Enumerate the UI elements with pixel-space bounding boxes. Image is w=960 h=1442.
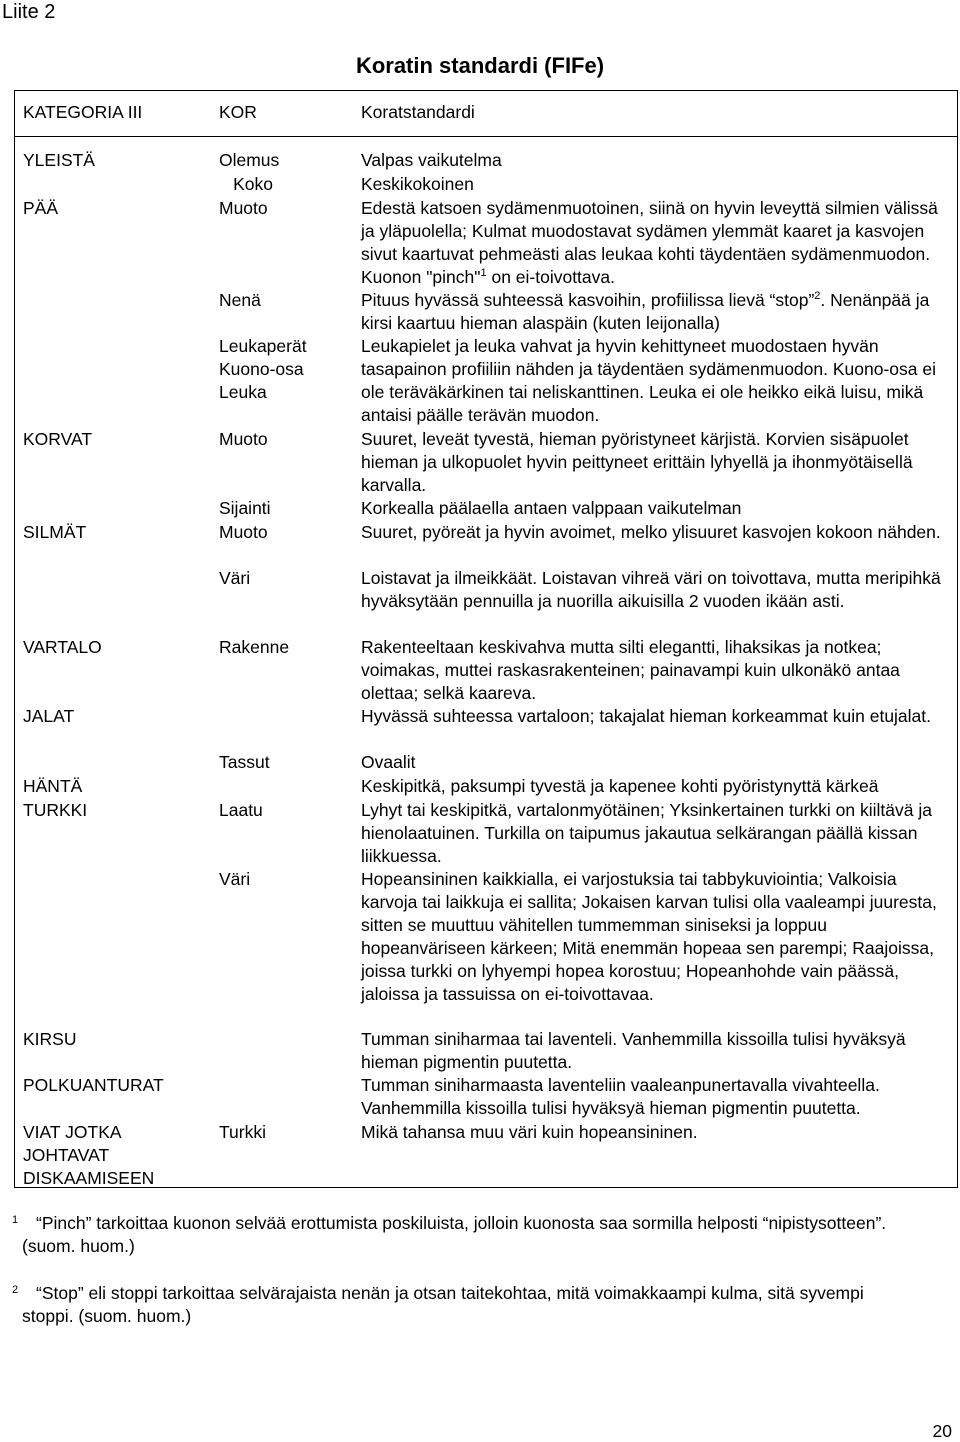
page-number: 20 — [932, 1421, 952, 1441]
sub-viat-turkki: Turkki — [219, 1122, 266, 1142]
text-rakenne: Rakenteeltaan keskivahva mutta silti elegantti, lihaksikas ja notkea; voimakas, muttei raskasrakenteinen; painavampi kuin ulkonäkö antaa olettaa; selkä kaareva. — [361, 637, 900, 703]
text-hanta: Keskipitkä, paksumpi tyvestä ja kapenee kohti pyöristynyttä kärkeä — [361, 776, 879, 796]
sub-olemus: Olemus — [219, 150, 280, 170]
row-label-turkki: TURKKI — [23, 800, 88, 820]
row-label-hanta: HÄNTÄ — [23, 776, 83, 796]
row-label-viat-3: DISKAAMISEEN — [23, 1168, 155, 1188]
row-label-polkuanturat: POLKUANTURAT — [23, 1075, 164, 1095]
text-turkki-vari: Hopeansininen kaikkialla, ei varjostuksia tai tabbykuviointia; Valkoisia karvoja tai laikkuja ei sallita; Jokaisen karvan tulisi olla vaaleampi juuresta, sitten se muuttuu vähitellen tummemman siniseksi ja loppuu hopeanväriseen kärkeen; Mitä enemmän hopeaa sen parempi; Raajoissa, joissa turkki on lyhyempi hopea korostuu; Hopeanhohde vain päässä, jaloissa ja tassuissa on ei-toivottavaa. — [361, 869, 937, 1004]
text-jalat: Hyvässä suhteessa vartaloon; takajalat hieman korkeammat kuin etujalat. — [361, 706, 932, 726]
text-viat-turkki: Mikä tahansa muu väri kuin hopeansininen. — [361, 1122, 698, 1142]
row-label-korvat: KORVAT — [23, 429, 93, 449]
header-standard: Koratstandardi — [361, 102, 475, 122]
sub-turkki-vari: Väri — [219, 869, 251, 889]
footnote-2: 2 “Stop” eli stoppi tarkoittaa selvärajaista nenän ja otsan taitekohtaa, mitä voimakkaampi kulma, sitä syvempi stoppi. (suom. huom.) — [12, 1283, 864, 1326]
sub-leuka: Leuka — [219, 382, 267, 402]
text-laatu: Lyhyt tai keskipitkä, vartalonmyötäinen; Yksinkertainen turkki on kiiltävä ja hienolaatuinen. Turkilla on taipumus jakautua selkärangan päällä kissan liikkuessa. — [361, 800, 932, 866]
row-label-paa: PÄÄ — [23, 198, 59, 218]
appendix-label: Liite 2 — [2, 1, 56, 23]
sub-silmat-vari: Väri — [219, 568, 251, 588]
row-label-jalat: JALAT — [23, 706, 75, 726]
row-label-viat-2: JOHTAVAT — [23, 1145, 110, 1165]
sub-tassut: Tassut — [219, 752, 270, 772]
sub-korvat-muoto: Muoto — [219, 429, 268, 449]
text-nena: Pituus hyvässä suhteessä kasvoihin, profiilissa lievä “stop”$^2$. Nenänpää ja kirsi kaartuu hieman alaspäin (kuten leijonalla) — [361, 290, 930, 333]
footnote-1: 1 “Pinch” tarkoittaa kuonon selvää erottumista poskiluista, jolloin kuonosta saa sormilla helposti “nipistysotteen”. (suom. huom.) — [12, 1213, 887, 1256]
sub-rakenne: Rakenne — [219, 637, 290, 657]
sub-koko: Koko — [233, 174, 273, 194]
text-silmat-vari: Loistavat ja ilmeikkäät. Loistavan vihreä väri on toivottava, mutta meripihkä hyväksytään pennuilla ja nuorilla aikuisilla 2 vuoden ikään asti. — [361, 568, 941, 611]
row-label-yleista: YLEISTÄ — [23, 150, 95, 170]
text-paa-muoto: Edestä katsoen sydämenmuotoinen, siinä on hyvin leveyttä silmien välissä ja yläpuolella; Kulmat muodostavat sydämen ylemmät kaaret ja kasvojen sivut kaartuvat pehmeästi alas leukaa kohti täydentäen sydämenmuodon. Kuonon "pinch"$^1$ on ei-toivottava. — [361, 198, 938, 287]
text-polkuanturat: Tumman siniharmaasta laventeliin vaaleanpunertavalla vivahteella. Vanhemmilla kissoilla tulisi hyväksyä hieman pigmentin puutetta. — [361, 1075, 880, 1118]
row-label-vartalo: VARTALO — [23, 637, 102, 657]
text-leuka: Leukapielet ja leuka vahvat ja hyvin kehittyneet muodostaen hyvän tasapainon profiiliin nähden ja täydentäen sydämenmuodon. Kuono-osa ei ole teräväkärkinen tai neliskanttinen. Leuka ei ole heikko eikä luisu, mikä antaisi päälle terävän muodon. — [361, 336, 936, 425]
sub-nena: Nenä — [219, 290, 261, 310]
row-label-viat-1: VIAT JOTKA — [23, 1122, 122, 1142]
text-sijainti: Korkealla päälaella antaen valppaan vaikutelman — [361, 498, 742, 518]
sub-paa-muoto: Muoto — [219, 198, 268, 218]
row-label-silmat: SILMÄT — [23, 522, 87, 542]
text-tassut: Ovaalit — [361, 752, 416, 772]
table-header-divider — [14, 136, 958, 137]
sub-kuono-osa: Kuono-osa — [219, 359, 304, 379]
row-label-kirsu: KIRSU — [23, 1029, 77, 1049]
header-category: KATEGORIA III — [23, 102, 143, 122]
text-korvat-muoto: Suuret, leveät tyvestä, hieman pyöristyneet kärjistä. Korvien sisäpuolet hieman ja ulkopuolet hyvin peittyneet erittäin lyhyellä ja ihonmyötäisellä karvalla. — [361, 429, 913, 495]
text-koko: Keskikokoinen — [361, 174, 474, 194]
sub-silmat-muoto: Muoto — [219, 522, 268, 542]
sub-laatu: Laatu — [219, 800, 263, 820]
text-kirsu: Tumman siniharmaa tai laventeli. Vanhemmilla kissoilla tulisi hyväksyä hieman pigmentin puutetta. — [361, 1029, 906, 1072]
sub-leukaperat: Leukaperät — [219, 336, 307, 356]
header-breed-code: KOR — [219, 102, 257, 122]
page-title: Koratin standardi (FIFe) — [355, 53, 605, 78]
sub-sijainti: Sijainti — [219, 498, 271, 518]
text-silmat-muoto: Suuret, pyöreät ja hyvin avoimet, melko ylisuuret kasvojen kokoon nähden. — [361, 522, 941, 542]
text-olemus: Valpas vaikutelma — [361, 150, 502, 170]
